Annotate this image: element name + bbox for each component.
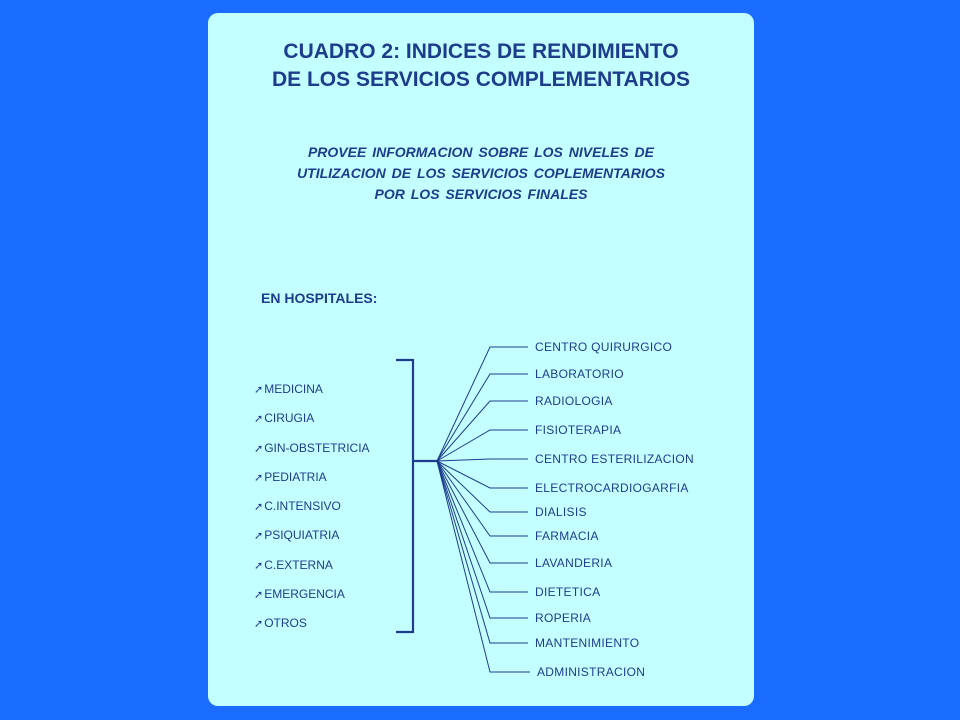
- complementary-service-item: DIALISIS: [535, 505, 587, 519]
- connector-line: [437, 461, 528, 536]
- final-service-label: C.EXTERNA: [264, 558, 333, 572]
- subtitle-line-2: UTILIZACION DE LOS SERVICIOS COPLEMENTARIOS: [297, 165, 665, 181]
- bracket: [396, 360, 437, 632]
- final-service-item: [254, 527, 339, 544]
- complementary-service-item: CENTRO ESTERILIZACION: [535, 452, 694, 466]
- arrow-bullet-icon: ➚: [254, 589, 264, 601]
- final-service-label: EMERGENCIA: [264, 587, 345, 601]
- fan-lines: [437, 347, 530, 672]
- complementary-service-item: FARMACIA: [535, 529, 599, 543]
- final-service-item: [254, 440, 370, 457]
- final-service-label: C.INTENSIVO: [264, 499, 341, 513]
- final-service-label: GIN-OBSTETRICIA: [264, 441, 370, 455]
- subtitle-line-3: POR LOS SERVICIOS FINALES: [374, 186, 588, 202]
- arrow-bullet-icon: ➚: [254, 560, 264, 572]
- complementary-service-item: MANTENIMIENTO: [535, 636, 640, 650]
- complementary-service-item: ROPERIA: [535, 611, 592, 625]
- complementary-service-item: CENTRO QUIRURGICO: [535, 340, 673, 354]
- arrow-bullet-icon: ➚: [254, 384, 264, 396]
- subtitle-line-1: PROVEE INFORMACION SOBRE LOS NIVELES DE: [307, 144, 655, 160]
- final-service-item: [254, 557, 333, 574]
- final-service-item: [254, 498, 341, 515]
- complementary-service-item: RADIOLOGIA: [535, 394, 613, 408]
- bracket-line: [396, 360, 413, 632]
- final-service-label: CIRUGIA: [264, 411, 315, 425]
- final-service-item: [254, 615, 307, 632]
- connector-line: [437, 461, 530, 672]
- arrow-bullet-icon: ➚: [254, 413, 264, 425]
- complementary-service-item: LABORATORIO: [535, 367, 624, 381]
- title-line-2: DE LOS SERVICIOS COMPLEMENTARIOS: [271, 68, 691, 91]
- section-label: EN HOSPITALES:: [261, 290, 378, 306]
- arrow-bullet-icon: ➚: [254, 443, 264, 455]
- arrow-bullet-icon: ➚: [254, 530, 264, 542]
- final-service-label: PEDIATRIA: [264, 470, 327, 484]
- final-service-item: [254, 586, 345, 603]
- complementary-service-item: DIETETICA: [535, 585, 601, 599]
- connector-line: [437, 347, 528, 461]
- arrow-bullet-icon: ➚: [254, 618, 264, 630]
- arrow-bullet-icon: ➚: [254, 501, 264, 513]
- final-service-label: OTROS: [264, 616, 307, 630]
- final-service-item: [254, 410, 314, 427]
- complementary-service-item: LAVANDERIA: [535, 556, 613, 570]
- complementary-service-item: ELECTROCARDIOGARFIA: [535, 481, 689, 495]
- final-service-item: [254, 469, 327, 486]
- final-service-label: MEDICINA: [264, 382, 323, 396]
- final-service-item: [254, 381, 323, 398]
- connector-line: [437, 374, 528, 461]
- complementary-service-item: ADMINISTRACION: [537, 665, 646, 679]
- arrow-bullet-icon: ➚: [254, 472, 264, 484]
- connector-line: [437, 459, 528, 461]
- complementary-service-item: FISIOTERAPIA: [535, 423, 622, 437]
- title-line-1: CUADRO 2: INDICES DE RENDIMIENTO: [283, 40, 679, 63]
- final-service-label: PSIQUIATRIA: [264, 528, 340, 542]
